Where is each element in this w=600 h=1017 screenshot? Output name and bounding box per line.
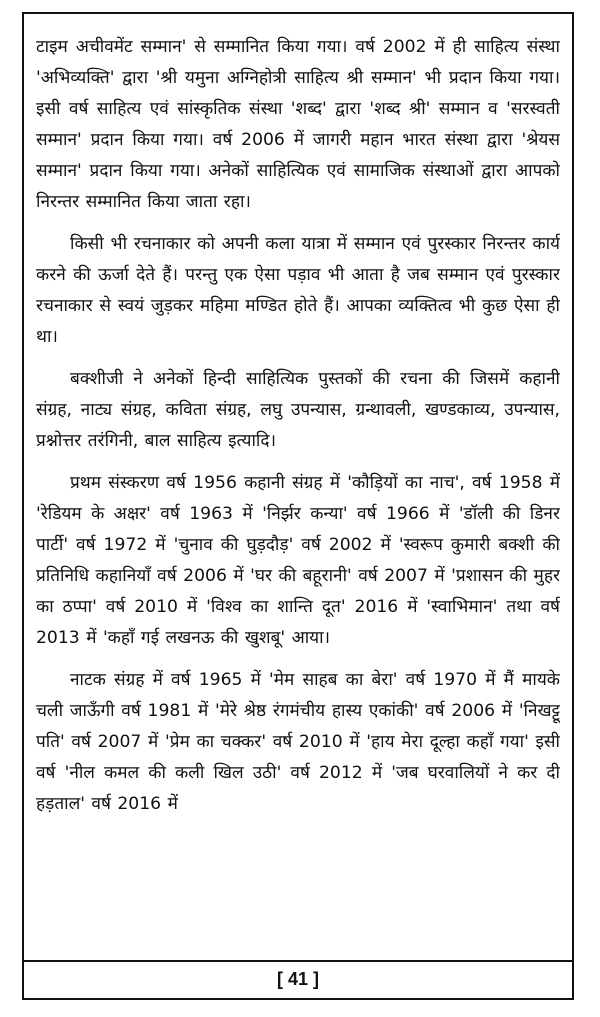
paragraph-awards-continued: टाइम अचीवमेंट सम्मान' से सम्मानित किया गया। वर्ष 2002 में ही साहित्य संस्था 'अभिव्यक्ति' द्वारा 'श्री यमुना अग्निहोत्री साहित्य श्री सम्मान' भी प्रदान किया गया। इसी वर्ष साहित्य एवं सांस्कृतिक संस्था 'शब्द' द्वारा 'शब्द श्री' सम्मान व 'सरस्वती सम्मान' प्रदान किया गया। वर्ष 2006 में जागरी महान भारत संस्था द्वारा 'श्रेयस सम्मान' प्रदान किया गया। अनेकों साहित्यिक एवं सामाजिक संस्थाओं द्वारा आपको निरन्तर सम्मानित किया जाता रहा। xyxy=(36,37,560,212)
page-number: [ 41 ] xyxy=(276,969,319,989)
paragraph-drama-collections: नाटक संग्रह में वर्ष 1965 में 'मेम साहब का बेरा' वर्ष 1970 में मैं मायके चली जाऊँगी वर्ष 1981 में 'मेरे श्रेष्ठ रंगमंचीय हास्य एकांकी' वर्ष 2006 में 'निखट्टू पति' वर्ष 2007 में 'प्रेम का चक्कर' वर्ष 2010 में 'हाय मेरा दूल्हा कहाँ गया' इसी वर्ष 'नील कमल की कली खिल उठी' वर्ष 2012 में 'जब घरवालियों ने कर दी हड़ताल' वर्ष 2016 में xyxy=(36,670,560,814)
paragraph-literary-works: बक्शीजी ने अनेकों हिन्दी साहित्यिक पुस्तकों की रचना की जिसमें कहानी संग्रह, नाट्य संग्रह, कविता संग्रह, लघु उपन्यास, ग्रन्थावली, खण्डकाव्य, उपन्यास, प्रश्नोत्तर तरंगिनी, बाल साहित्य इत्यादि। xyxy=(36,369,560,451)
paragraph-awards-reflection: किसी भी रचनाकार को अपनी कला यात्रा में सम्मान एवं पुरस्कार निरन्तर कार्य करने की ऊर्जा देते हैं। परन्तु एक ऐसा पड़ाव भी आता है जब सम्मान एवं पुरस्कार रचनाकार से स्वयं जुड़कर महिमा मण्डित होते हैं। आपका व्यक्तित्व भी कुछ ऐसा ही था। xyxy=(36,234,560,347)
page-frame xyxy=(22,12,574,1000)
paragraph-story-collections: प्रथम संस्करण वर्ष 1956 कहानी संग्रह में 'कौड़ियों का नाच', वर्ष 1958 में 'रेडियम के अक्षर' वर्ष 1963 में 'निर्झर कन्या' वर्ष 1966 में 'डॉली की डिनर पार्टी' वर्ष 1972 में 'चुनाव की घुड़दौड़' वर्ष 2002 में 'स्वरूप कुमारी बक्शी की प्रतिनिधि कहानियाँ वर्ष 2006 में 'घर की बहूरानी' वर्ष 2007 में 'प्रशासन की मुहर का ठप्पा' वर्ष 2010 में 'विश्व का शान्ति दूत' 2016 में 'स्वाभिमान' तथा वर्ष 2013 में 'कहाँ गई लखनऊ की खुशबू' आया। xyxy=(36,473,560,648)
footer-divider xyxy=(24,960,572,962)
page-body xyxy=(36,32,560,954)
